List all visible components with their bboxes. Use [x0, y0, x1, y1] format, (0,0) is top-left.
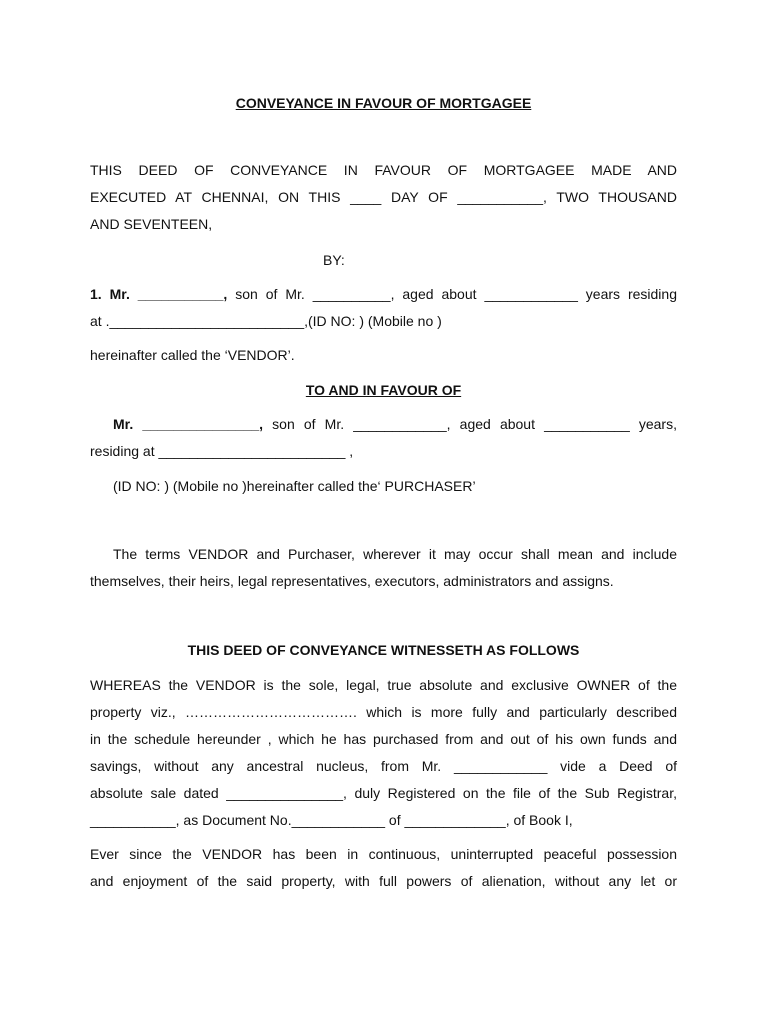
whereas-line-6: ___________, as Document No.____________ of _____________, of Book I,: [90, 812, 573, 828]
to-heading: TO AND IN FAVOUR OF: [305, 382, 462, 398]
purchaser-name: Mr. _______________,: [113, 416, 264, 432]
vendor-line-1: [90, 285, 677, 303]
ever-since-line-2: and enjoyment of the said property, with full powers of alienation, without any let or: [90, 873, 677, 889]
intro-line-3: AND SEVENTEEN,: [90, 216, 213, 232]
whereas-line-1: WHEREAS the VENDOR is the sole, legal, true absolute and exclusive OWNER of the: [90, 677, 677, 693]
whereas-line-3: in the schedule hereunder , which he has purchased from and out of his own funds and: [90, 731, 677, 747]
purchaser-line-3: (ID NO: ) (Mobile no )hereinafter called the‘ PURCHASER’: [113, 478, 476, 494]
whereas-line-2: property viz., ………………………………. which is more fully and particularly described: [90, 704, 677, 720]
purchaser-line-1-rest: son of Mr. ____________, aged about ___________ years,: [263, 416, 677, 432]
vendor-line-3: hereinafter called the ‘VENDOR’.: [90, 347, 295, 363]
intro-line-1: THIS DEED OF CONVEYANCE IN FAVOUR OF MORTGAGEE MADE AND: [90, 162, 677, 178]
witness-heading: THIS DEED OF CONVEYANCE WITNESSETH AS FOLLOWS: [187, 642, 580, 658]
whereas-line-4: savings, without any ancestral nucleus, from Mr. ____________ vide a Deed of: [90, 758, 677, 774]
ever-since-line-1: Ever since the VENDOR has been in continuous, uninterrupted peaceful possession: [90, 846, 677, 862]
purchaser-line-2: residing at ________________________ ,: [90, 443, 354, 459]
intro-line-2: EXECUTED AT CHENNAI, ON THIS ____ DAY OF ___________, TWO THOUSAND: [90, 189, 677, 205]
vendor-line-1-rest: son of Mr. __________, aged about ____________ years residing: [227, 286, 677, 302]
vendor-name: 1. Mr. ___________,: [90, 286, 228, 302]
whereas-line-5: absolute sale dated _______________, duly Registered on the file of the Sub Registrar,: [90, 785, 677, 801]
terms-line-1: The terms VENDOR and Purchaser, wherever it may occur shall mean and include: [113, 546, 677, 562]
vendor-line-2: at ._________________________,(ID NO: ) (Mobile no ): [90, 313, 442, 329]
by-label: BY:: [323, 252, 345, 268]
purchaser-line-1: [113, 415, 677, 433]
terms-line-2: themselves, their heirs, legal representatives, executors, administrators and assigns.: [90, 573, 614, 589]
document-title: CONVEYANCE IN FAVOUR OF MORTGAGEE: [235, 95, 532, 111]
